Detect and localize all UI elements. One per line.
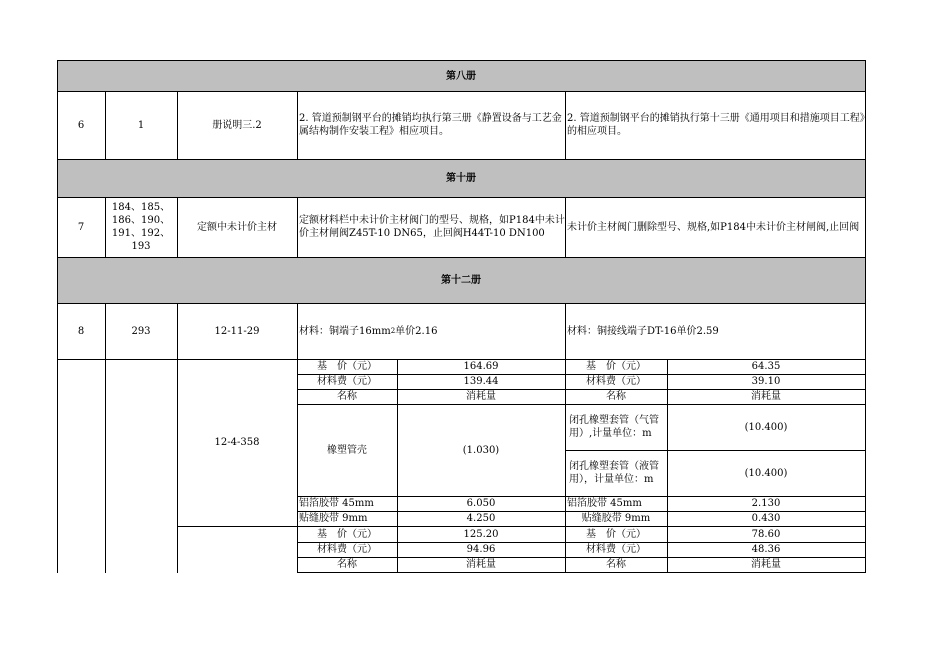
b1-base-right: 64.35 — [751, 361, 781, 372]
b2-base-label-r: 基 价（元） — [586, 529, 646, 540]
hline — [565, 450, 866, 451]
b1-left-material: 橡塑管壳 — [327, 444, 367, 456]
hline — [57, 159, 866, 160]
vline — [177, 303, 178, 573]
row8-original: 材料：铜端子16mm 2 单价2.16 — [299, 325, 438, 337]
hline — [57, 257, 866, 258]
hline — [297, 404, 866, 405]
row7-page: 184、185、186、190、191、192、193 — [111, 202, 171, 252]
b1-tape1-label-r: 铝箔胶带 45mm — [567, 498, 642, 509]
hline — [57, 60, 866, 61]
row7-original: 定额材料栏中未计价主材阀门的型号、规格，如P184中未计价主材闸阀Z45T-10 DN65，止回阀H44T-10 DN100 — [299, 215, 565, 239]
b1-name-label-r: 名称 — [606, 391, 626, 402]
b2-base-right: 78.60 — [751, 529, 781, 540]
vline — [297, 197, 298, 257]
b1-left-qty: (1.030) — [462, 444, 500, 456]
hline — [297, 557, 866, 558]
b2-mat-label: 材料费（元） — [317, 544, 377, 555]
b2-base-label: 基 价（元） — [317, 529, 377, 540]
row6-no: 6 — [77, 119, 85, 131]
hline — [297, 542, 866, 543]
vline — [297, 91, 298, 159]
b2-mat-left: 94.96 — [466, 544, 496, 555]
hline — [297, 389, 866, 390]
b1-base-label: 基 价（元） — [317, 361, 377, 372]
hline — [57, 359, 866, 360]
row6-item: 册说明三.2 — [212, 119, 262, 131]
b2-name-label: 名称 — [337, 559, 357, 570]
vline — [865, 60, 866, 573]
row6-original: 2. 管道预制钢平台的摊销均执行第三册《静置设备与工艺金属结构制作安装工程》相应项目。 — [299, 113, 562, 137]
b2-base-left: 125.20 — [463, 529, 499, 540]
hline — [57, 303, 866, 304]
b1-right-qty-1: (10.400) — [744, 421, 788, 433]
hline — [297, 496, 866, 497]
hline — [297, 374, 866, 375]
b1-tape1-label: 铝箔胶带 45mm — [299, 498, 374, 509]
b2-mat-right: 48.36 — [751, 544, 781, 555]
vline — [397, 527, 398, 573]
vline — [105, 197, 106, 257]
b1-tape2-left: 4.250 — [466, 512, 496, 524]
row6-page: 1 — [137, 119, 145, 131]
b1-consume-label: 消耗量 — [466, 391, 496, 402]
vline — [667, 527, 668, 573]
b1-tape2-label: 贴缝胶带 9mm — [299, 512, 368, 524]
row8-page: 293 — [131, 325, 151, 337]
row7-no: 7 — [77, 221, 85, 233]
vline — [297, 303, 298, 573]
row7-revised: 未计价主材阀门删除型号、规格,如P184中未计价主材闸阀,止回阀 — [567, 221, 860, 233]
b1-consume-label-r: 消耗量 — [751, 391, 781, 402]
b1-tape1-left: 6.050 — [466, 498, 496, 509]
vline — [667, 359, 668, 526]
b1-base-label-r: 基 价（元） — [586, 361, 646, 372]
vline — [565, 303, 566, 573]
b1-mat-label: 材料费（元） — [317, 376, 377, 387]
row8-revised: 材料：铜接线端子DT-16单价2.59 — [567, 325, 719, 337]
vline — [57, 60, 58, 573]
hline — [297, 511, 866, 512]
hline — [57, 197, 866, 198]
vline — [105, 91, 106, 159]
b1-tape2-right: 0.430 — [751, 512, 781, 524]
b2-consume-label-r: 消耗量 — [751, 559, 781, 570]
b1-right-material-1: 闭孔橡塑套管（气管用）,计量单位：m — [569, 415, 659, 439]
hline — [297, 572, 866, 573]
block1-item: 12-4-358 — [214, 436, 260, 448]
row8-original-post: 单价2.16 — [395, 325, 438, 337]
b1-name-label: 名称 — [337, 391, 357, 402]
row8-no: 8 — [77, 325, 85, 337]
b1-tape1-right: 2.130 — [751, 498, 781, 509]
row7-item: 定额中未计价主材 — [197, 221, 277, 233]
b1-base-left: 164.69 — [463, 361, 499, 372]
vline — [397, 359, 398, 526]
b1-right-qty-2: (10.400) — [744, 467, 788, 479]
b1-mat-label-r: 材料费（元） — [586, 376, 646, 387]
row8-original-pre: 材料：铜端子16mm — [299, 325, 391, 337]
b1-tape2-label-r: 贴缝胶带 9mm — [581, 512, 651, 524]
b1-mat-left: 139.44 — [463, 376, 499, 387]
vline — [565, 91, 566, 159]
section-header-10: 第十册 — [57, 159, 865, 197]
row6-revised: 2. 管道预制钢平台的摊销执行第十三册《通用项目和措施项目工程》的相应项目。 — [567, 113, 865, 137]
section-header-12: 第十二册 — [57, 257, 865, 303]
b2-mat-label-r: 材料费（元） — [586, 544, 646, 555]
b1-mat-right: 39.10 — [751, 376, 781, 387]
b2-name-label-r: 名称 — [606, 559, 626, 570]
vline — [105, 303, 106, 573]
hline — [177, 526, 866, 527]
vline — [177, 197, 178, 257]
b1-right-material-2: 闭孔橡塑套管（液管用），计量单位：m — [569, 461, 659, 485]
row8-item: 12-11-29 — [214, 325, 260, 337]
hline — [57, 91, 866, 92]
vline — [565, 197, 566, 257]
b2-consume-label: 消耗量 — [466, 559, 496, 570]
vline — [177, 91, 178, 159]
section-header-8: 第八册 — [57, 61, 865, 91]
